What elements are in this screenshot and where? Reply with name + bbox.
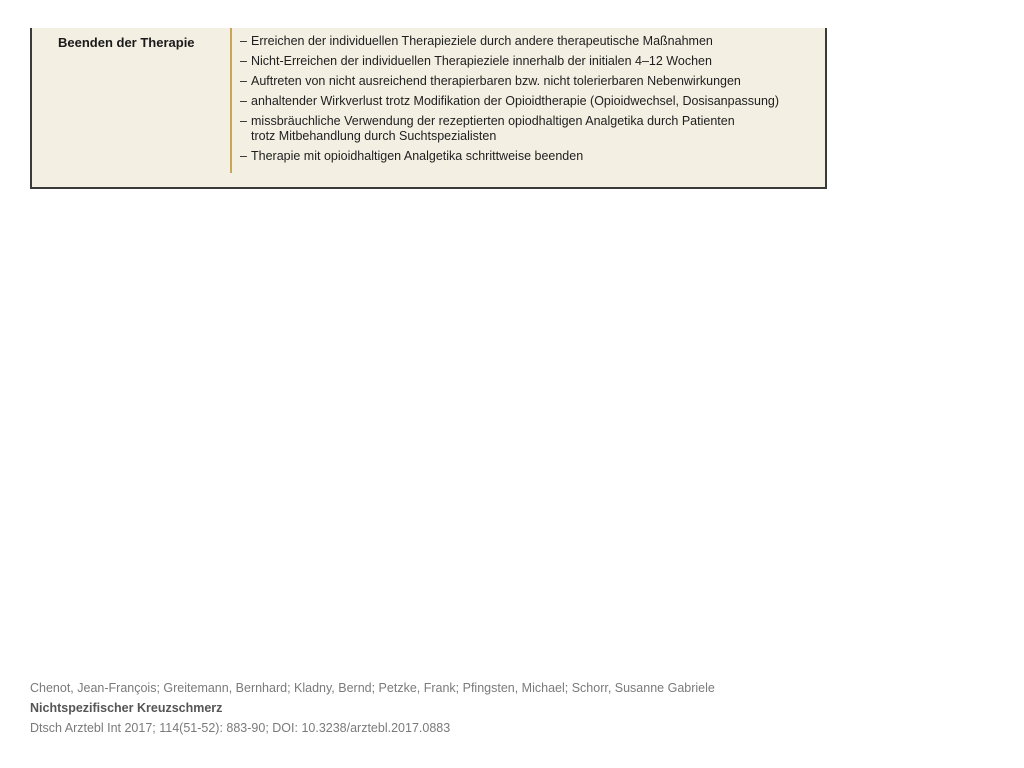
list-item [240,74,779,89]
list-item-text: missbräuchliche Verwendung der rezeptierten opiodhaltigen Analgetika durch Patienten trotz Mitbehandlung durch Suchtspezialisten [251,114,735,143]
dash-bullet: – [240,34,247,48]
list-item-text: Erreichen der individuellen Therapieziele durch andere therapeutische Maßnahmen [251,34,713,48]
list-item-text: Nicht-Erreichen der individuellen Therapieziele innerhalb der initialen 4–12 Wochen [251,54,712,68]
list-item-text: Auftreten von nicht ausreichend therapierbaren bzw. nicht tolerierbaren Nebenwirkungen [251,74,741,88]
list-item [240,94,779,109]
citation-authors: Chenot, Jean-François; Greitemann, Bernhard; Kladny, Bernd; Petzke, Frank; Pfingsten, Michael; Schorr, Susanne Gabriele [30,681,715,695]
list-item-text: anhaltender Wirkverlust trotz Modifikation der Opioidtherapie (Opioidwechsel, Dosisanpassung) [251,94,780,108]
list-item [240,149,779,164]
column-divider [230,28,232,173]
row-label: Beenden der Therapie [58,35,195,50]
dash-bullet: – [240,149,247,163]
guideline-table [30,28,827,189]
citation-block [30,678,715,738]
dash-bullet: – [240,114,247,128]
dash-bullet: – [240,54,247,68]
list-item-text: Therapie mit opioidhaltigen Analgetika schrittweise beenden [251,149,584,163]
dash-bullet: – [240,74,247,88]
citation-source: Dtsch Arztebl Int 2017; 114(51-52): 883-90; DOI: 10.3238/arztebl.2017.0883 [30,721,451,735]
criteria-list [240,34,779,169]
list-item [240,54,779,69]
citation-title: Nichtspezifischer Kreuzschmerz [30,701,223,715]
list-item [240,114,779,144]
list-item [240,34,779,49]
dash-bullet: – [240,94,247,108]
